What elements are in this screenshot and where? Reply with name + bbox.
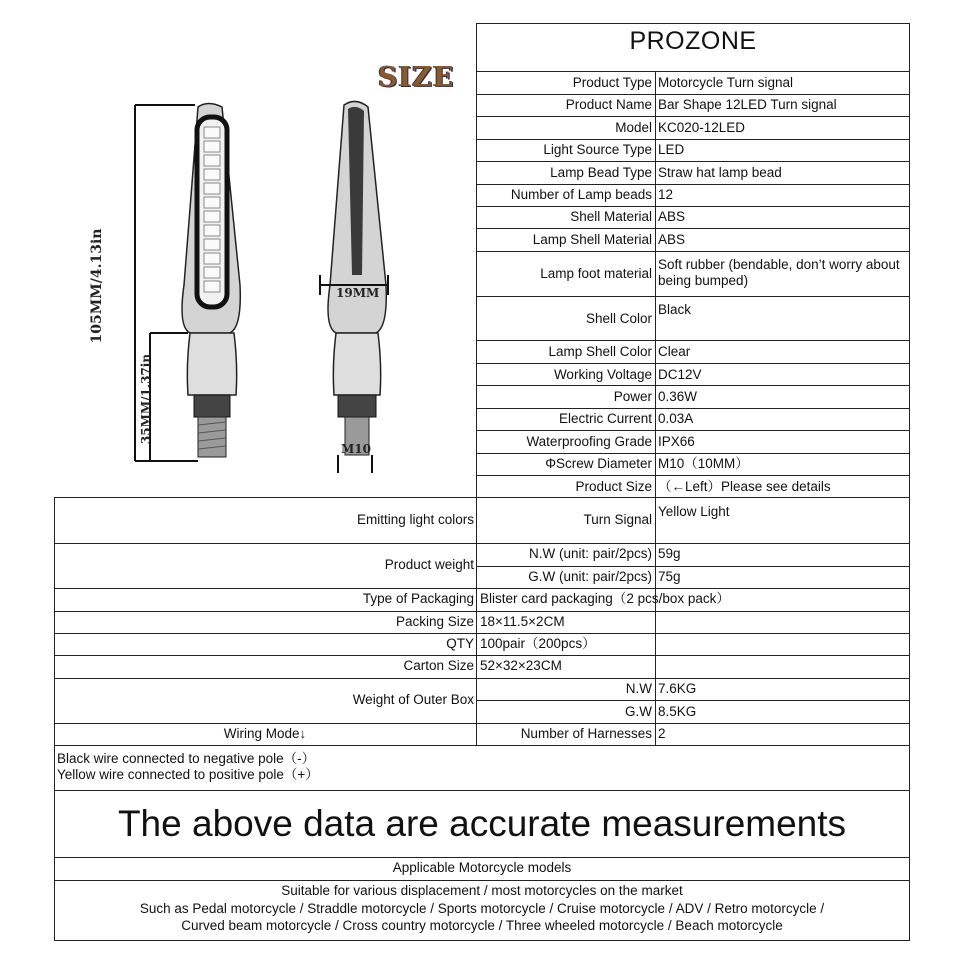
spec-label: Electric Current <box>558 411 652 426</box>
outer-box-label: Weight of Outer Box <box>352 692 474 707</box>
packaging-value: 100pair（200pcs） <box>480 636 596 651</box>
spec-value: 12 <box>658 187 674 202</box>
width-label: 19MM <box>336 286 380 300</box>
product-weight-label: Product weight <box>384 557 474 572</box>
net-weight-label: N.W (unit: pair/2pcs) <box>528 546 652 561</box>
packaging-label: QTY <box>446 636 474 651</box>
packaging-value: 52×32×23CM <box>480 658 562 673</box>
applicable-line: Such as Pedal motorcycle / Straddle motorcycle / Sports motorcycle / Cruise motorcycle / ADV / Retro motorcycle / <box>139 901 825 916</box>
applicable-line: Curved beam motorcycle / Cross country motorcycle / Three wheeled motorcycle / Beach motorcycle <box>181 918 783 933</box>
harness-value: 2 <box>658 726 666 741</box>
emitting-sub-label: Turn Signal <box>583 512 652 527</box>
wiring-mode-label: Wiring Mode↓ <box>223 726 307 741</box>
outer-net-weight-value: 7.6KG <box>658 681 697 696</box>
outer-gross-weight-label: G.W <box>625 704 652 719</box>
spec-value: Clear <box>658 344 691 359</box>
spec-value: KC020-12LED <box>658 120 746 135</box>
spec-label: Model <box>615 120 652 135</box>
spec-label: Shell Material <box>570 209 652 224</box>
brand-title: PROZONE <box>629 27 757 55</box>
applicable-line: Suitable for various displacement / most motorcycles on the market <box>281 883 683 898</box>
spec-value: ABS <box>658 209 686 224</box>
spec-label: Lamp Shell Material <box>532 232 652 247</box>
spec-value: M10（10MM） <box>658 456 749 471</box>
spec-value: Black <box>658 302 692 317</box>
net-weight-value: 59g <box>658 546 681 561</box>
accuracy-statement: The above data are accurate measurements <box>117 803 847 844</box>
harness-label: Number of Harnesses <box>520 726 652 741</box>
applicable-title: Applicable Motorcycle models <box>392 860 572 875</box>
spec-label: Lamp Bead Type <box>550 165 652 180</box>
packaging-value: Blister card packaging（2 pcs/box pack） <box>480 591 730 606</box>
spec-label: Product Type <box>572 75 652 90</box>
spec-value: 0.36W <box>658 389 698 404</box>
spec-label: Light Source Type <box>543 142 652 157</box>
spec-label: ΦScrew Diameter <box>545 456 652 471</box>
spec-value: Motorcycle Turn signal <box>658 75 794 90</box>
spec-value: Bar Shape 12LED Turn signal <box>658 97 837 112</box>
base-length-label: 35MM/1.37in <box>139 353 153 445</box>
packaging-label: Packing Size <box>395 614 474 629</box>
spec-value: Soft rubber (bendable, don’t worry about being bumped) <box>658 257 900 288</box>
spec-label: Product Size <box>575 479 652 494</box>
spec-value: Straw hat lamp bead <box>658 165 782 180</box>
spec-label: Number of Lamp beads <box>510 187 652 202</box>
spec-value: ABS <box>658 232 686 247</box>
gross-weight-label: G.W (unit: pair/2pcs) <box>528 569 652 584</box>
spec-label: Product Name <box>565 97 652 112</box>
size-heading: SIZE <box>378 62 455 93</box>
spec-value: LED <box>658 142 685 157</box>
spec-label: Shell Color <box>585 311 652 326</box>
spec-label: Lamp Shell Color <box>548 344 652 359</box>
packaging-label: Type of Packaging <box>362 591 474 606</box>
spec-label: Lamp foot material <box>540 266 652 281</box>
side-view-lamp <box>328 101 386 455</box>
front-view-lamp <box>182 104 240 458</box>
screw-label: M10 <box>341 442 371 456</box>
spec-label: Waterproofing Grade <box>526 434 652 449</box>
outer-net-weight-label: N.W <box>625 681 652 696</box>
outer-gross-weight-value: 8.5KG <box>658 704 697 719</box>
gross-weight-value: 75g <box>658 569 681 584</box>
packaging-value: 18×11.5×2CM <box>480 614 565 629</box>
emitting-label: Emitting light colors <box>356 512 474 527</box>
spec-value: IPX66 <box>658 434 695 449</box>
emitting-value: Yellow Light <box>658 504 730 519</box>
total-length-label: 105MM/4.13in <box>89 228 105 344</box>
spec-label: Power <box>613 389 652 404</box>
black-wire-note: Black wire connected to negative pole（-） <box>57 751 316 766</box>
spec-value: 0.03A <box>658 411 694 426</box>
packaging-label: Carton Size <box>403 658 474 673</box>
spec-label: Working Voltage <box>553 367 652 382</box>
spec-value: DC12V <box>658 367 702 382</box>
spec-value: （←Left）Please see details <box>658 479 831 494</box>
yellow-wire-note: Yellow wire connected to positive pole（+） <box>57 767 319 782</box>
